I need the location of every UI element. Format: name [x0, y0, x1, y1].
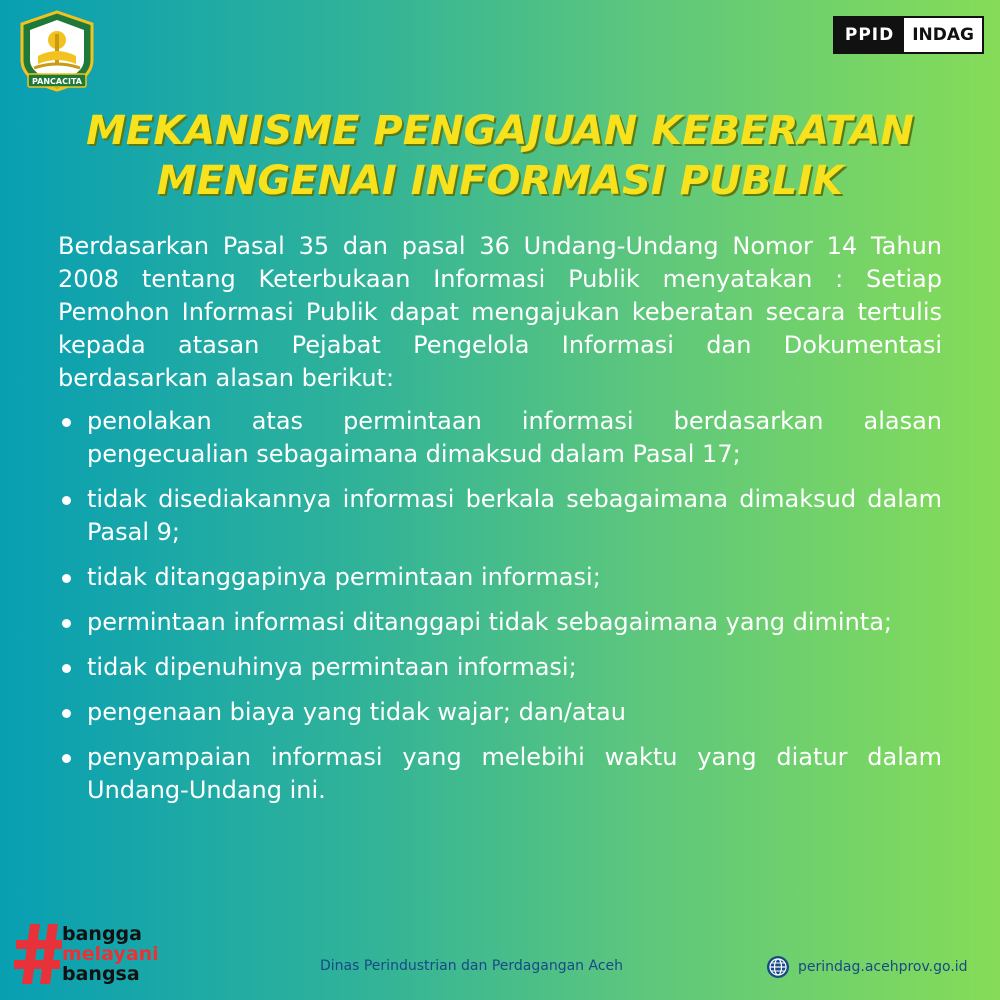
- list-item: [58, 651, 942, 684]
- list-item-text: tidak disediakannya informasi berkala sebagaimana dimaksud dalam Pasal 9;: [87, 485, 942, 546]
- globe-icon: [766, 955, 790, 979]
- bullet-icon: [62, 418, 71, 427]
- list-item: [58, 561, 942, 594]
- bullet-icon: [62, 574, 71, 583]
- bullet-icon: [62, 754, 71, 763]
- list-item: [58, 405, 942, 471]
- list-item: [58, 606, 942, 639]
- bangga-melayani-bangsa-logo: [14, 922, 184, 986]
- list-item: [58, 741, 942, 807]
- list-item-text: penolakan atas permintaan informasi berdasarkan alasan pengecualian sebagaimana dimaksud dalam Pasal 17;: [87, 407, 942, 468]
- title-line-1: MEKANISME PENGAJUAN KEBERATAN: [86, 108, 914, 154]
- bullet-icon: [62, 664, 71, 673]
- title-line-2: MENGENAI INFORMASI PUBLIK: [156, 158, 844, 204]
- badge-right: INDAG: [912, 25, 974, 45]
- website-url[interactable]: perindag.acehprov.go.id: [798, 959, 968, 975]
- list-item-text: permintaan informasi ditanggapi tidak sebagaimana yang diminta;: [87, 608, 892, 636]
- content-body: [58, 230, 942, 819]
- aceh-pancacita-logo: [18, 10, 96, 92]
- bullet-icon: [62, 709, 71, 718]
- bullet-icon: [62, 496, 71, 505]
- reasons-list: [58, 405, 942, 807]
- logo-label: PANCACITA: [32, 77, 82, 86]
- list-item: [58, 696, 942, 729]
- badge-left: PPID: [835, 18, 904, 52]
- ppid-indag-badge: [833, 16, 984, 54]
- list-item-text: penyampaian informasi yang melebihi waktu yang diatur dalam Undang-Undang ini.: [87, 743, 942, 804]
- footer-agency: Dinas Perindustrian dan Perdagangan Aceh: [320, 958, 623, 974]
- bullet-icon: [62, 619, 71, 628]
- list-item-text: tidak ditanggapinya permintaan informasi;: [87, 563, 601, 591]
- hashtag-line-3: bangsa: [62, 963, 140, 985]
- list-item-text: tidak dipenuhinya permintaan informasi;: [87, 653, 577, 681]
- intro-paragraph: Berdasarkan Pasal 35 dan pasal 36 Undang-Undang Nomor 14 Tahun 2008 tentang Keterbukaan Informasi Publik menyatakan : Setiap Pemohon Informasi Publik dapat mengajukan keberatan secara tertulis kepada atasan Pejabat Pengelola Informasi dan Dokumentasi berdasarkan alasan berikut:: [58, 232, 942, 392]
- hashtag-line-1: bangga: [62, 923, 142, 945]
- list-item-text: pengenaan biaya yang tidak wajar; dan/atau: [87, 698, 626, 726]
- hashtag-line-2: melayani: [62, 943, 159, 965]
- hashtag-icon: [14, 922, 64, 986]
- page-title: [0, 106, 1000, 206]
- list-item: [58, 483, 942, 549]
- footer-website[interactable]: [766, 955, 968, 979]
